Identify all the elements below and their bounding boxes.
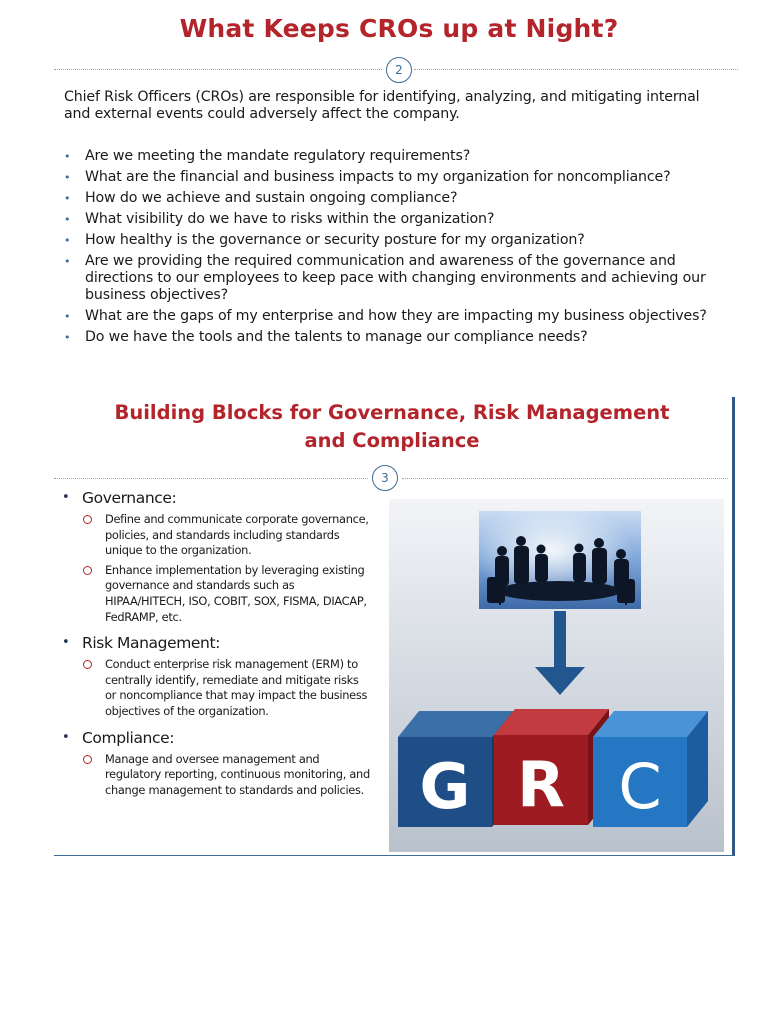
question-text: Do we have the tools and the talents to manage our compliance needs? (85, 329, 588, 345)
circle-bullet-icon (83, 660, 92, 669)
bullet-icon: • (64, 234, 71, 247)
bullet-icon: • (64, 331, 71, 344)
meeting-photo (479, 511, 641, 609)
list-item (64, 190, 714, 207)
question-text: What visibility do we have to risks within the organization? (85, 211, 495, 227)
page-number-badge: 2 (386, 57, 412, 83)
list-item (64, 329, 714, 346)
section-title-line: and Compliance (304, 429, 480, 452)
bullet-icon: • (64, 213, 71, 226)
list-item: Define and communicate corporate governance, policies, and standards including standards unique to the organization. (62, 512, 372, 559)
list-item (64, 211, 714, 228)
list-item (64, 308, 714, 325)
question-text: How do we achieve and sustain ongoing compliance? (85, 190, 458, 206)
grc-block-c (593, 711, 708, 827)
bullet-icon: • (64, 310, 71, 323)
bullet-icon: • (62, 635, 70, 651)
bullet-icon: • (62, 490, 70, 505)
section-title (54, 399, 730, 455)
question-text: Are we meeting the mandate regulatory requirements? (85, 148, 471, 164)
divider (402, 478, 728, 479)
divider (414, 69, 738, 70)
grc-letter: R (517, 748, 565, 821)
compliance-heading: • Compliance: (62, 728, 175, 747)
list-item (64, 169, 714, 186)
grc-description (62, 488, 372, 802)
page-number-badge: 3 (372, 465, 398, 491)
section-title-line: Building Blocks for Governance, Risk Management (114, 401, 670, 424)
governance-heading: • Governance: (62, 489, 177, 507)
list-item (64, 253, 714, 304)
grc-letter: C (618, 750, 662, 823)
grc-diagram (389, 499, 724, 852)
circle-bullet-icon (83, 515, 92, 524)
grc-illustration (389, 499, 724, 852)
circle-bullet-icon (83, 566, 92, 575)
grc-block-r (494, 709, 609, 825)
bullet-icon: • (64, 255, 71, 268)
question-text: What are the gaps of my enterprise and how they are impacting my business objectives? (85, 308, 707, 324)
question-text: How healthy is the governance or security posture for my organization? (85, 232, 585, 248)
bullet-icon: • (64, 171, 71, 184)
intro-paragraph: Chief Risk Officers (CROs) are responsible for identifying, analyzing, and mitigating internal and external events could adversely affect the company. (64, 89, 700, 122)
question-text: Are we providing the required communication and awareness of the governance and directions to our employees to keep pace with changing environments and achieving our business objectives? (85, 253, 706, 303)
risk-management-heading: • Risk Management: (62, 634, 220, 653)
grc-letter: G (419, 750, 471, 823)
list-item: Conduct enterprise risk management (ERM) to centrally identify, remediate and mitigate risks or noncompliance that may impact the business objectives of the organization. (62, 657, 372, 719)
bullet-icon: • (64, 192, 71, 205)
page-title: What Keeps CROs up at Night? (179, 14, 619, 43)
divider (54, 478, 368, 479)
bullet-icon: • (62, 729, 70, 745)
bullet-icon: • (64, 150, 71, 163)
down-arrow-icon (535, 611, 585, 695)
divider (54, 69, 382, 70)
question-list (64, 148, 714, 350)
list-item: Manage and oversee management and regulatory reporting, continuous monitoring, and change management to standards and policies. (62, 752, 372, 799)
question-text: What are the financial and business impacts to my organization for noncompliance? (85, 169, 671, 185)
list-item (64, 232, 714, 249)
circle-bullet-icon (83, 755, 92, 764)
list-item (64, 148, 714, 165)
list-item: Enhance implementation by leveraging existing governance and standards such as HIPAA/HITECH, ISO, COBIT, SOX, FISMA, DIACAP, FedRAMP, etc. (62, 563, 372, 625)
